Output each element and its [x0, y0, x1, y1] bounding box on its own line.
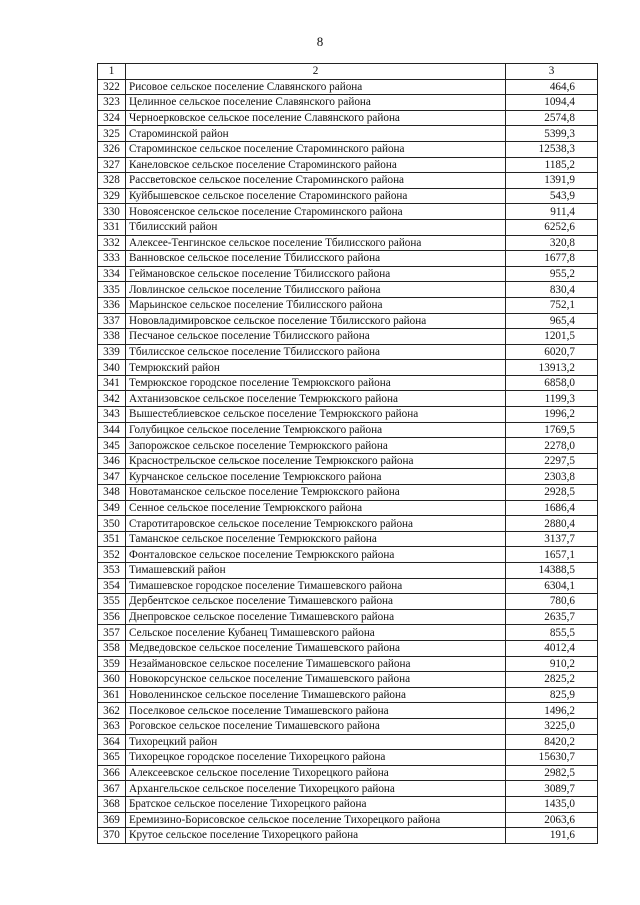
row-value: 14388,5	[506, 563, 598, 579]
row-name: Алексеевское сельское поселение Тихорецкого района	[126, 765, 506, 781]
row-value: 13913,2	[506, 360, 598, 376]
row-value: 1094,4	[506, 95, 598, 111]
table-row	[98, 297, 598, 313]
row-value: 6304,1	[506, 578, 598, 594]
row-name: Ловлинское сельское поселение Тбилисского района	[126, 282, 506, 298]
row-value: 910,2	[506, 656, 598, 672]
row-name: Ахтанизовское сельское поселение Темрюкского района	[126, 391, 506, 407]
table-row	[98, 95, 598, 111]
row-name: Марьинское сельское поселение Тбилисского района	[126, 297, 506, 313]
row-number: 332	[98, 235, 126, 251]
row-value: 4012,4	[506, 640, 598, 656]
table-row	[98, 110, 598, 126]
table-body	[98, 79, 598, 843]
column-header-value: 3	[506, 64, 598, 80]
row-number: 357	[98, 625, 126, 641]
row-name: Рассветовское сельское поселение Староминского района	[126, 173, 506, 189]
row-name: Тихорецкое городское поселение Тихорецкого района	[126, 750, 506, 766]
row-value: 2880,4	[506, 516, 598, 532]
table-row	[98, 625, 598, 641]
row-name: Староминское сельское поселение Староминского района	[126, 141, 506, 157]
row-name: Старотитаровское сельское поселение Темрюкского района	[126, 516, 506, 532]
row-name: Курчанское сельское поселение Темрюкского района	[126, 469, 506, 485]
row-number: 363	[98, 718, 126, 734]
row-value: 3225,0	[506, 718, 598, 734]
row-name: Вышестеблиевское сельское поселение Темрюкского района	[126, 407, 506, 423]
table-row	[98, 485, 598, 501]
column-header-name: 2	[126, 64, 506, 80]
row-number: 347	[98, 469, 126, 485]
row-name: Рисовое сельское поселение Славянского района	[126, 79, 506, 95]
row-value: 12538,3	[506, 141, 598, 157]
row-number: 326	[98, 141, 126, 157]
row-value: 543,9	[506, 188, 598, 204]
row-name: Архангельское сельское поселение Тихорецкого района	[126, 781, 506, 797]
table-row	[98, 219, 598, 235]
row-number: 348	[98, 485, 126, 501]
table-row	[98, 407, 598, 423]
row-name: Тбилисское сельское поселение Тбилисского района	[126, 344, 506, 360]
table-row	[98, 313, 598, 329]
row-value: 1496,2	[506, 703, 598, 719]
table-row	[98, 796, 598, 812]
row-name: Новоленинское сельское поселение Тимашевского района	[126, 687, 506, 703]
row-name: Темрюкский район	[126, 360, 506, 376]
table-row	[98, 141, 598, 157]
row-number: 323	[98, 95, 126, 111]
row-value: 191,6	[506, 828, 598, 844]
row-number: 354	[98, 578, 126, 594]
row-number: 335	[98, 282, 126, 298]
row-number: 370	[98, 828, 126, 844]
table-row	[98, 329, 598, 345]
row-value: 1391,9	[506, 173, 598, 189]
row-name: Староминской район	[126, 126, 506, 142]
row-number: 349	[98, 500, 126, 516]
row-number: 355	[98, 594, 126, 610]
row-value: 955,2	[506, 266, 598, 282]
table-row	[98, 547, 598, 563]
row-name: Голубицкое сельское поселение Темрюкского района	[126, 422, 506, 438]
table-row	[98, 469, 598, 485]
row-number: 356	[98, 609, 126, 625]
row-number: 340	[98, 360, 126, 376]
row-name: Братское сельское поселение Тихорецкого района	[126, 796, 506, 812]
row-value: 320,8	[506, 235, 598, 251]
row-value: 830,4	[506, 282, 598, 298]
table-row	[98, 672, 598, 688]
row-number: 351	[98, 531, 126, 547]
row-value: 464,6	[506, 79, 598, 95]
table-row	[98, 687, 598, 703]
row-value: 855,5	[506, 625, 598, 641]
row-value: 2297,5	[506, 453, 598, 469]
row-number: 336	[98, 297, 126, 313]
table-row	[98, 282, 598, 298]
row-name: Сельское поселение Кубанец Тимашевского района	[126, 625, 506, 641]
table-row	[98, 828, 598, 844]
row-number: 324	[98, 110, 126, 126]
table-row	[98, 157, 598, 173]
row-number: 361	[98, 687, 126, 703]
row-name: Еремизино-Борисовское сельское поселение Тихорецкого района	[126, 812, 506, 828]
budget-table	[97, 63, 598, 844]
page-number: 8	[316, 34, 324, 49]
row-value: 3137,7	[506, 531, 598, 547]
row-number: 342	[98, 391, 126, 407]
row-value: 1677,8	[506, 251, 598, 267]
row-number: 362	[98, 703, 126, 719]
table-row	[98, 126, 598, 142]
row-name: Роговское сельское поселение Тимашевского района	[126, 718, 506, 734]
table-row	[98, 375, 598, 391]
row-number: 337	[98, 313, 126, 329]
table-row	[98, 453, 598, 469]
row-name: Черноерковское сельское поселение Славянского района	[126, 110, 506, 126]
row-name: Куйбышевское сельское поселение Староминского района	[126, 188, 506, 204]
row-name: Темрюкское городское поселение Темрюкского района	[126, 375, 506, 391]
row-value: 2825,2	[506, 672, 598, 688]
row-name: Алексее-Тенгинское сельское поселение Тбилисского района	[126, 235, 506, 251]
table-row	[98, 391, 598, 407]
table-row	[98, 609, 598, 625]
row-value: 2982,5	[506, 765, 598, 781]
row-name: Новотаманское сельское поселение Темрюкского района	[126, 485, 506, 501]
table-row	[98, 531, 598, 547]
row-number: 341	[98, 375, 126, 391]
row-value: 15630,7	[506, 750, 598, 766]
row-value: 1996,2	[506, 407, 598, 423]
row-number: 329	[98, 188, 126, 204]
row-number: 366	[98, 765, 126, 781]
row-number: 327	[98, 157, 126, 173]
table-row	[98, 640, 598, 656]
table-row	[98, 173, 598, 189]
row-value: 3089,7	[506, 781, 598, 797]
table-row	[98, 812, 598, 828]
row-name: Песчаное сельское поселение Тбилисского района	[126, 329, 506, 345]
row-name: Краснострельское сельское поселение Темрюкского района	[126, 453, 506, 469]
row-name: Нововладимировское сельское поселение Тбилисского района	[126, 313, 506, 329]
row-number: 322	[98, 79, 126, 95]
row-value: 1201,5	[506, 329, 598, 345]
row-value: 1435,0	[506, 796, 598, 812]
row-number: 346	[98, 453, 126, 469]
row-number: 359	[98, 656, 126, 672]
row-name: Фонталовское сельское поселение Темрюкского района	[126, 547, 506, 563]
row-value: 825,9	[506, 687, 598, 703]
row-value: 2278,0	[506, 438, 598, 454]
row-value: 1199,3	[506, 391, 598, 407]
table-row	[98, 594, 598, 610]
table-row	[98, 438, 598, 454]
row-number: 367	[98, 781, 126, 797]
table-row	[98, 656, 598, 672]
table-row	[98, 516, 598, 532]
row-number: 345	[98, 438, 126, 454]
row-number: 350	[98, 516, 126, 532]
row-number: 328	[98, 173, 126, 189]
row-value: 911,4	[506, 204, 598, 220]
table-row	[98, 781, 598, 797]
row-name: Целинное сельское поселение Славянского района	[126, 95, 506, 111]
row-name: Новокорсунское сельское поселение Тимашевского района	[126, 672, 506, 688]
table-row	[98, 188, 598, 204]
table-row	[98, 204, 598, 220]
row-value: 780,6	[506, 594, 598, 610]
row-name: Медведовское сельское поселение Тимашевского района	[126, 640, 506, 656]
row-name: Дербентское сельское поселение Тимашевского района	[126, 594, 506, 610]
table-row	[98, 79, 598, 95]
row-number: 334	[98, 266, 126, 282]
row-number: 368	[98, 796, 126, 812]
row-name: Днепровское сельское поселение Тимашевского района	[126, 609, 506, 625]
table-row	[98, 703, 598, 719]
row-number: 364	[98, 734, 126, 750]
row-number: 369	[98, 812, 126, 828]
table-row	[98, 235, 598, 251]
table-row	[98, 344, 598, 360]
row-name: Запорожское сельское поселение Темрюкского района	[126, 438, 506, 454]
column-header-number: 1	[98, 64, 126, 80]
row-number: 339	[98, 344, 126, 360]
row-number: 343	[98, 407, 126, 423]
row-name: Тимашевское городское поселение Тимашевского района	[126, 578, 506, 594]
row-name: Незаймановское сельское поселение Тимашевского района	[126, 656, 506, 672]
row-name: Тихорецкий район	[126, 734, 506, 750]
row-value: 2635,7	[506, 609, 598, 625]
row-value: 752,1	[506, 297, 598, 313]
row-number: 330	[98, 204, 126, 220]
table-row	[98, 251, 598, 267]
row-name: Канеловское сельское поселение Староминского района	[126, 157, 506, 173]
table-row	[98, 718, 598, 734]
row-name: Ванновское сельское поселение Тбилисского района	[126, 251, 506, 267]
row-value: 1769,5	[506, 422, 598, 438]
row-name: Новоясенское сельское поселение Староминского района	[126, 204, 506, 220]
row-number: 325	[98, 126, 126, 142]
row-number: 331	[98, 219, 126, 235]
table-row	[98, 578, 598, 594]
table-row	[98, 750, 598, 766]
table-row	[98, 563, 598, 579]
row-value: 5399,3	[506, 126, 598, 142]
row-name: Крутое сельское поселение Тихорецкого района	[126, 828, 506, 844]
row-value: 2574,8	[506, 110, 598, 126]
row-value: 1686,4	[506, 500, 598, 516]
row-number: 352	[98, 547, 126, 563]
row-number: 333	[98, 251, 126, 267]
row-name: Таманское сельское поселение Темрюкского района	[126, 531, 506, 547]
row-value: 6858,0	[506, 375, 598, 391]
row-value: 2928,5	[506, 485, 598, 501]
row-number: 360	[98, 672, 126, 688]
row-name: Тимашевский район	[126, 563, 506, 579]
table-row	[98, 500, 598, 516]
row-number: 358	[98, 640, 126, 656]
row-number: 365	[98, 750, 126, 766]
row-value: 6252,6	[506, 219, 598, 235]
row-name: Сенное сельское поселение Темрюкского района	[126, 500, 506, 516]
row-number: 338	[98, 329, 126, 345]
row-value: 6020,7	[506, 344, 598, 360]
row-value: 2303,8	[506, 469, 598, 485]
table-row	[98, 360, 598, 376]
row-value: 2063,6	[506, 812, 598, 828]
row-number: 344	[98, 422, 126, 438]
table-row	[98, 266, 598, 282]
table-header-row	[98, 64, 598, 80]
row-value: 1657,1	[506, 547, 598, 563]
row-value: 965,4	[506, 313, 598, 329]
row-name: Геймановское сельское поселение Тбилисского района	[126, 266, 506, 282]
table-row	[98, 422, 598, 438]
row-name: Тбилисский район	[126, 219, 506, 235]
table-row	[98, 765, 598, 781]
row-name: Поселковое сельское поселение Тимашевского района	[126, 703, 506, 719]
row-value: 1185,2	[506, 157, 598, 173]
table-row	[98, 734, 598, 750]
row-number: 353	[98, 563, 126, 579]
row-value: 8420,2	[506, 734, 598, 750]
